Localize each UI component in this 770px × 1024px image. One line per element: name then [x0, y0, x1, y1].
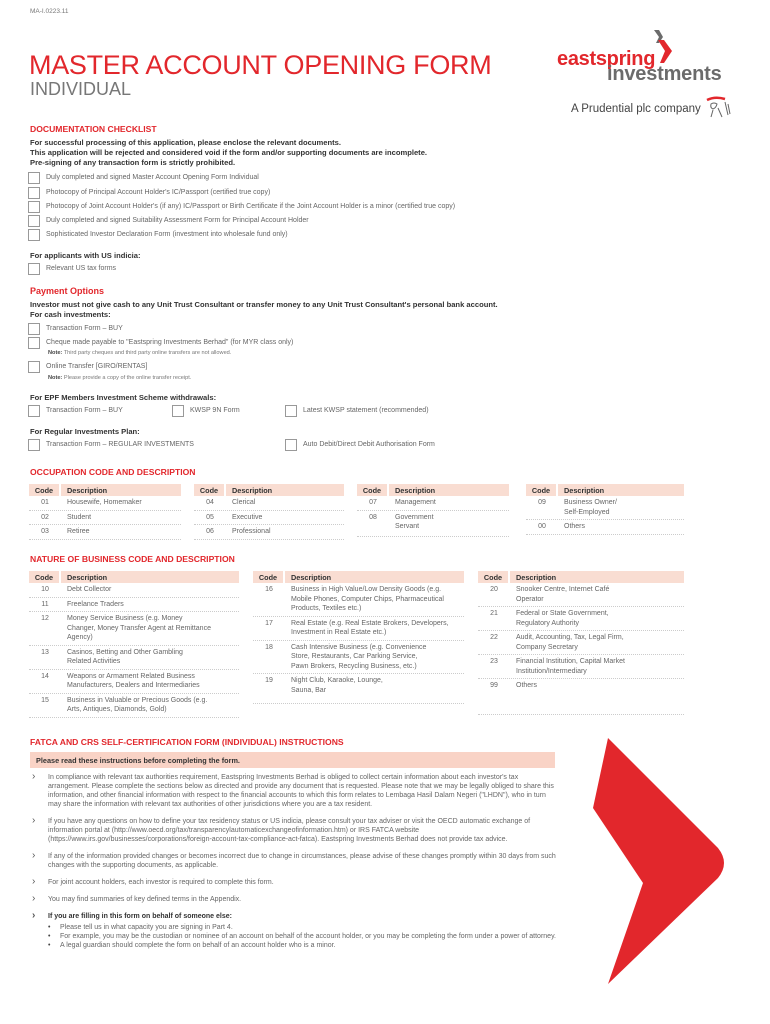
epf-item[interactable]: Latest KWSP statement (recommended) — [285, 404, 429, 417]
behalf-item: • A legal guardian should complete the form on behalf of an account holder who is a minor. — [48, 941, 560, 950]
occupation-table-1: Code Description 01 Housewife, Homemaker 02 Student 03 Retiree — [29, 484, 181, 540]
fatca-banner: Please read these instructions before completing the form. — [30, 752, 555, 768]
page-title: MASTER ACCOUNT OPENING FORM — [29, 50, 492, 80]
brand-name-line2: investments — [607, 63, 722, 85]
payment-item[interactable]: Transaction Form – BUY — [28, 322, 123, 335]
prudential-lady-icon — [703, 96, 733, 118]
checklist-intro-1: For successful processing of this application, please enclose the relevant documents. — [30, 138, 342, 147]
rip-item[interactable]: Transaction Form – REGULAR INVESTMENTS — [28, 438, 194, 451]
note-cheque: Note: Third party cheques and third party online transfers are not allowed. — [48, 350, 232, 356]
checkbox[interactable] — [28, 215, 40, 227]
instruction-item: › In compliance with relevant tax authorities requirement, Eastspring Investments Berhad is obliged to collect certain information about each investor's tax arrangement. Please complete the sections below as directed and provide any document that is requested. Please note that we may be legally obliged to share this information, and other financial information with respect to the financial accounts to which this form relates to Lembaga Hasil Dalam Negeri ("LHDN"), who in turn may share the information with relevant tax authorities of other jurisdictions where you are a tax resident. — [32, 773, 560, 809]
section-title-checklist: DOCUMENTATION CHECKLIST — [30, 124, 157, 134]
checkbox[interactable] — [28, 323, 40, 335]
checklist-item[interactable]: Duly completed and signed Master Account Opening Form Individual — [28, 171, 259, 184]
checklist-item[interactable]: Photocopy of Principal Account Holder's IC/Passport (certified true copy) — [28, 186, 270, 199]
occupation-table-2: Code Description 04 Clerical 05 Executive 06 Professional — [194, 484, 344, 540]
instruction-item: › If you have any questions on how to define your tax residency status or US indicia, please consult your tax adviser or visit the OECD automatic exchange of information portal at (http://www.oecd.org/tax/transparencylautomaticexchangeofinformation.htm) or IRS FATCA website (https://www.irs.gov/businesses/corporations/foreign-account-tax-compliance-act-fatca). Eastspring Investments Berhad does not provide tax advice. — [32, 817, 560, 844]
business-table-3: Code Description 20 Snooker Centre, Internet Café Operator 21 Federal or State Government, Regulatory Authority 22 Audit, Accounting, Tax, Legal Firm, Company Secretary 23 Financial Institution, Capital Market Institution/Intermediary 99 Others — [478, 571, 684, 715]
checkbox[interactable] — [28, 172, 40, 184]
epf-item[interactable]: KWSP 9N Form — [172, 404, 240, 417]
checklist-intro-3: Pre-signing of any transaction form is strictly prohibited. — [30, 158, 236, 167]
checkbox[interactable] — [285, 405, 297, 417]
eastspring-logo — [555, 30, 740, 120]
checkbox[interactable] — [172, 405, 184, 417]
decorative-chevron-icon — [593, 738, 733, 988]
checkbox[interactable] — [28, 337, 40, 349]
payment-warning: Investor must not give cash to any Unit Trust Consultant or transfer money to any Unit Trust Consultant's personal bank account. — [30, 300, 498, 309]
checkbox[interactable] — [28, 361, 40, 373]
fatca-instructions — [32, 773, 560, 950]
payment-item[interactable]: Online Transfer [GIRO/RENTAS] — [28, 360, 147, 373]
occupation-table-4: Code Description 09 Business Owner/ Self-Employed 00 Others — [526, 484, 684, 535]
behalf-heading: › If you are filling in this form on behalf of someone else: — [32, 912, 560, 921]
section-title-occupation: OCCUPATION CODE AND DESCRIPTION — [30, 467, 196, 477]
instruction-item: › You may find summaries of key defined terms in the Appendix. — [32, 895, 560, 904]
checkbox[interactable] — [28, 229, 40, 241]
checkbox[interactable] — [28, 263, 40, 275]
document-code: MA-I.0223.11 — [30, 8, 69, 15]
epf-heading: For EPF Members Investment Scheme withdrawals: — [30, 393, 217, 402]
checkbox[interactable] — [285, 439, 297, 451]
business-table-1: Code Description 10 Debt Collector 11 Freelance Traders 12 Money Service Business (e.g. Money Changer, Money Transfer Agent at Remittance Agency) 13 Casinos, Betting and Other Gambling Related Activities 14 Weapons or Armament Related Business Manufacturers, Dealers and Intermediaries 15 Business in Valuable or Precious Goods (e.g. Arts, Antiques, Diamonds, Gold) — [29, 571, 239, 718]
occupation-table-3: Code Description 07 Management 08 Government Servant — [357, 484, 509, 537]
behalf-list — [32, 923, 560, 950]
chevron-logo-icon — [652, 30, 674, 64]
section-title-business: NATURE OF BUSINESS CODE AND DESCRIPTION — [30, 554, 235, 564]
rip-item[interactable]: Auto Debit/Direct Debit Authorisation Form — [285, 438, 435, 451]
rip-heading: For Regular Investments Plan: — [30, 427, 140, 436]
checklist-item[interactable]: Sophisticated Investor Declaration Form (investment into wholesale fund only) — [28, 228, 288, 241]
us-tax-forms-item[interactable]: Relevant US tax forms — [28, 262, 116, 275]
epf-item[interactable]: Transaction Form – BUY — [28, 404, 123, 417]
section-title-payment: Payment Options — [30, 286, 105, 296]
checkbox[interactable] — [28, 187, 40, 199]
behalf-item: • For example, you may be the custodian or nominee of an account on behalf of the account holder, or you may be completing the form under a power of attorney. — [48, 932, 560, 941]
section-title-fatca: FATCA AND CRS SELF-CERTIFICATION FORM (INDIVIDUAL) INSTRUCTIONS — [30, 737, 344, 747]
checklist-item[interactable]: Photocopy of Joint Account Holder's (if any) IC/Passport or Birth Certificate if the Joint Account Holder is a minor (certified true copy) — [28, 200, 455, 213]
instruction-item: › For joint account holders, each investor is required to complete this form. — [32, 878, 560, 887]
behalf-item: • Please tell us in what capacity you are signing in Part 4. — [48, 923, 560, 932]
cash-heading: For cash investments: — [30, 310, 111, 319]
brand-name-line1: eastspring — [557, 48, 656, 70]
us-indicia-heading: For applicants with US indicia: — [30, 251, 141, 260]
checklist-item[interactable]: Duly completed and signed Suitability Assessment Form for Principal Account Holder — [28, 214, 309, 227]
business-table-2: Code Description 16 Business in High Value/Low Density Goods (e.g. Mobile Phones, Computer Chips, Pharmaceutical Products, Textiles etc.) 17 Real Estate (e.g. Real Estate Brokers, Developers, Investment in Real Estate etc.) 18 Cash Intensive Business (e.g. Convenience Store, Restaurants, Car Parking Service, Pawn Brokers, Recycling Business, etc.) 19 Night Club, Karaoke, Lounge, Sauna, Bar — [253, 571, 464, 704]
checkbox[interactable] — [28, 439, 40, 451]
page-subtitle: INDIVIDUAL — [30, 79, 132, 99]
note-transfer: Note: Please provide a copy of the online transfer receipt. — [48, 375, 192, 381]
checklist-intro-2: This application will be rejected and considered void if the form and/or supporting documents are incomplete. — [30, 148, 428, 157]
checkbox[interactable] — [28, 405, 40, 417]
instruction-item: › If any of the information provided changes or becomes incorrect due to change in circumstances, please advise of these changes promptly within 30 days from such changes with the supporting documents, as applicable. — [32, 852, 560, 870]
checkbox[interactable] — [28, 201, 40, 213]
payment-item[interactable]: Cheque made payable to "Eastspring Investments Berhad" (for MYR class only) — [28, 336, 293, 349]
brand-tagline: A Prudential plc company — [571, 103, 701, 115]
